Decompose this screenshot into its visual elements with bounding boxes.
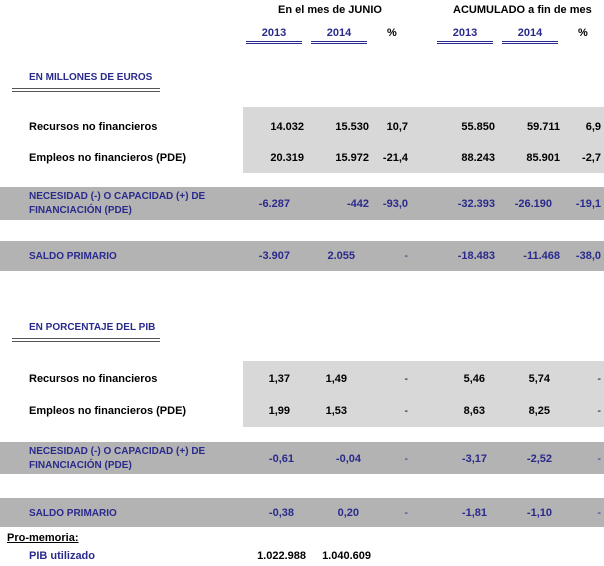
cell: -3.907 xyxy=(258,250,290,262)
cell: 59.711 xyxy=(526,121,560,133)
section-divider xyxy=(12,338,160,339)
cell: - xyxy=(404,250,408,262)
memo-label-pib: PIB utilizado xyxy=(29,550,95,562)
cell: 1,99 xyxy=(268,405,290,417)
row-label-saldo: SALDO PRIMARIO xyxy=(29,251,117,262)
cell: - xyxy=(597,405,601,417)
cell: 20.319 xyxy=(270,152,304,164)
cell: -19,1 xyxy=(575,198,601,210)
cell: -11.468 xyxy=(523,250,560,262)
cell: -32.393 xyxy=(457,198,495,210)
cell: 2.055 xyxy=(327,250,355,262)
cell: 1.040.609 xyxy=(322,550,371,562)
cell: 15.530 xyxy=(335,121,369,133)
cell: -0,38 xyxy=(268,507,294,519)
cell: -18.483 xyxy=(457,250,495,262)
year-header-month-2014: 2014 xyxy=(311,27,367,44)
pct-header-accum: % xyxy=(578,27,588,39)
cell: 1.022.988 xyxy=(257,550,306,562)
cell: -0,61 xyxy=(268,453,294,465)
cell: 5,46 xyxy=(463,373,485,385)
cell: -21,4 xyxy=(382,152,408,164)
year-header-month-2013: 2013 xyxy=(246,27,302,44)
row-label-necesidad: NECESIDAD (-) O CAPACIDAD (+) DE FINANCIACIÓN (PDE) xyxy=(29,191,206,216)
cell: 1,53 xyxy=(325,405,347,417)
cell: 8,25 xyxy=(528,405,550,417)
year-header-accum-2013: 2013 xyxy=(437,27,493,44)
pct-header-month: % xyxy=(387,27,397,39)
cell: -3,17 xyxy=(461,453,487,465)
cell: -2,52 xyxy=(526,453,552,465)
cell: 14.032 xyxy=(270,121,304,133)
row-label-necesidad: NECESIDAD (-) O CAPACIDAD (+) DE FINANCIACIÓN (PDE) xyxy=(29,446,206,471)
cell: 15.972 xyxy=(335,152,369,164)
section-divider xyxy=(12,91,160,92)
section-divider xyxy=(12,88,160,89)
cell: 10,7 xyxy=(386,121,408,133)
cell: 6,9 xyxy=(585,121,601,133)
cell: -38,0 xyxy=(575,250,601,262)
year-header-accum-2014: 2014 xyxy=(502,27,558,44)
cell: -442 xyxy=(346,198,369,210)
cell: -0,04 xyxy=(335,453,361,465)
cell: - xyxy=(404,373,408,385)
cell: 5,74 xyxy=(528,373,550,385)
cell: 85.901 xyxy=(526,152,560,164)
cell: - xyxy=(597,453,601,465)
cell: -26.190 xyxy=(514,198,552,210)
month-group-header: En el mes de JUNIO xyxy=(278,4,382,16)
cell: - xyxy=(404,405,408,417)
row-label-saldo: SALDO PRIMARIO xyxy=(29,508,117,519)
cell: - xyxy=(597,507,601,519)
row-label-recursos: Recursos no financieros xyxy=(29,373,158,385)
section-title-pib: EN PORCENTAJE DEL PIB xyxy=(29,322,156,333)
cell: - xyxy=(404,507,408,519)
row-label-recursos: Recursos no financieros xyxy=(29,121,158,133)
cell: -2,7 xyxy=(582,152,601,164)
cell: 1,49 xyxy=(325,373,347,385)
data-band xyxy=(243,361,604,427)
cell: - xyxy=(597,373,601,385)
cell: 88.243 xyxy=(461,152,495,164)
cell: -6.287 xyxy=(258,198,290,210)
accum-group-header: ACUMULADO a fin de mes xyxy=(453,4,592,16)
cell: 55.850 xyxy=(461,121,495,133)
section-title-millions: EN MILLONES DE EUROS xyxy=(29,72,153,83)
cell: 1,37 xyxy=(268,373,290,385)
row-label-empleos: Empleos no financieros (PDE) xyxy=(29,152,187,164)
cell: 0,20 xyxy=(337,507,359,519)
cell: -93,0 xyxy=(382,198,408,210)
section-divider xyxy=(12,341,160,342)
cell: -1,10 xyxy=(526,507,552,519)
row-label-empleos: Empleos no financieros (PDE) xyxy=(29,405,187,417)
cell: - xyxy=(404,453,408,465)
cell: 8,63 xyxy=(463,405,485,417)
cell: -1,81 xyxy=(461,507,487,519)
memo-title: Pro-memoria: xyxy=(7,532,79,544)
